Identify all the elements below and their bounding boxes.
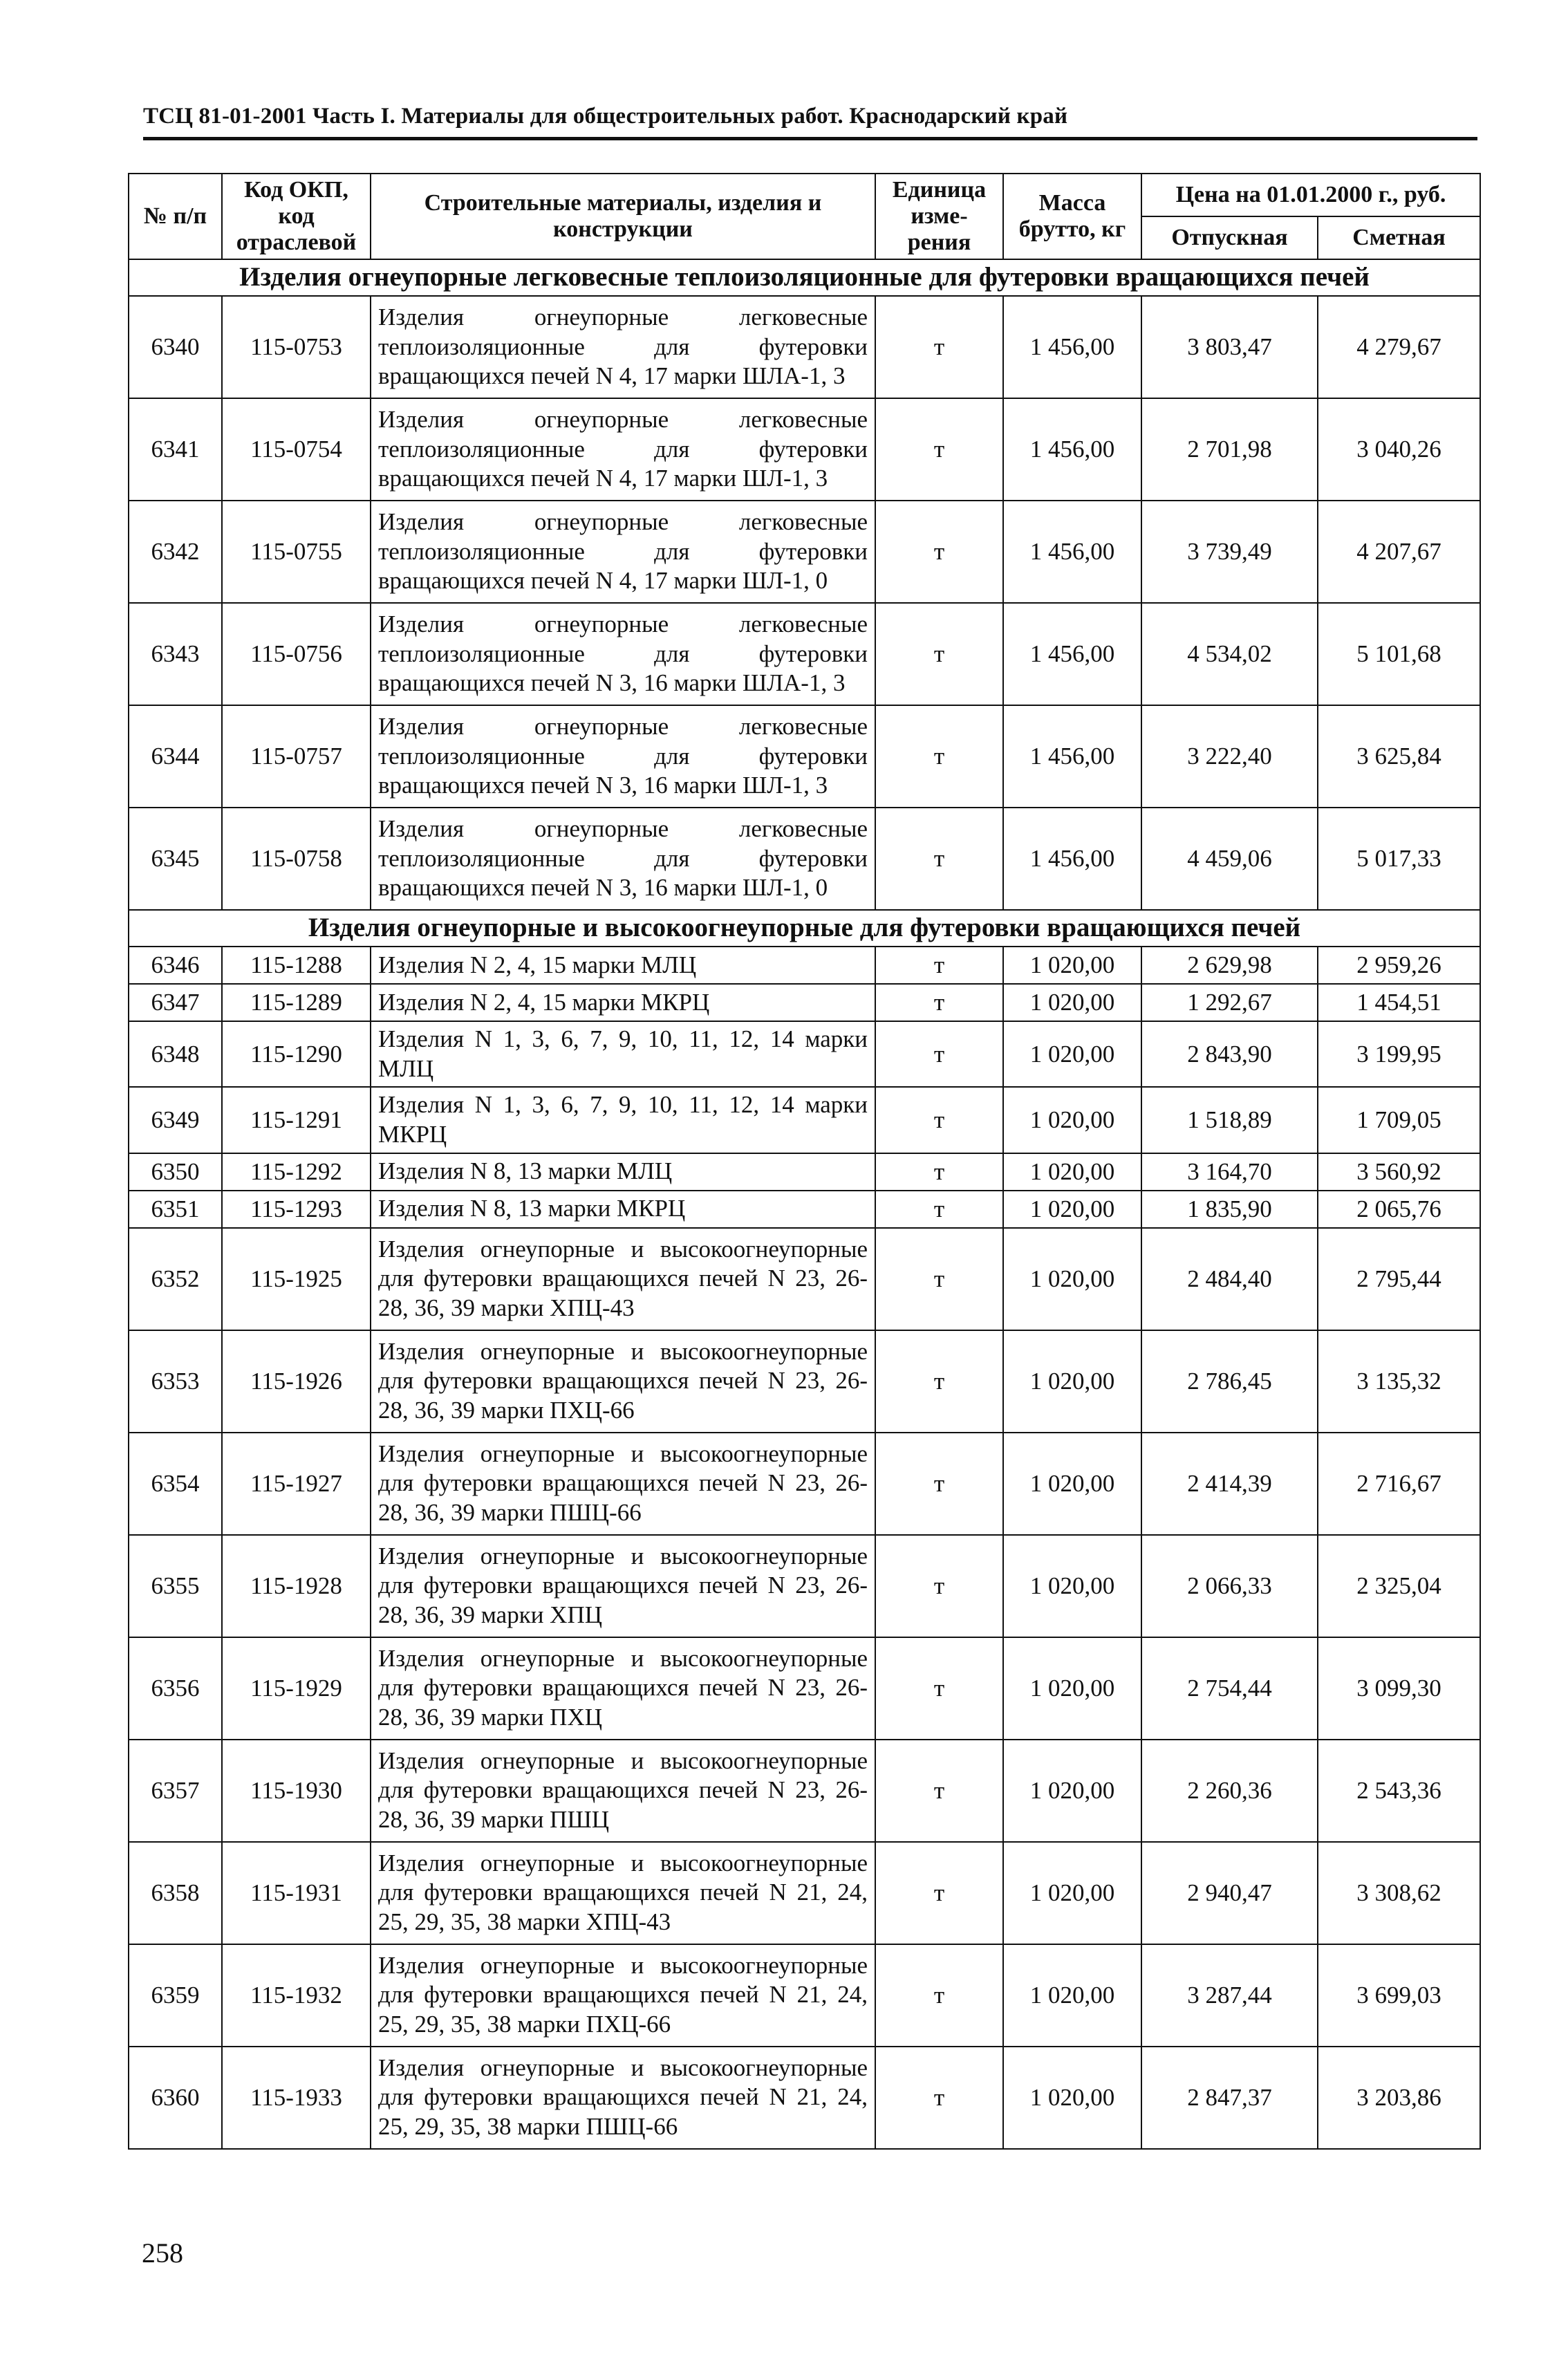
row-name: Изделия огнеупорные и высокоогнеупорные для футеровки вращающихся печей N 23, 26-28, 36, 39 марки ПХЦ (371, 1637, 875, 1740)
table-row (129, 501, 1480, 603)
row-price-release: 3 739,49 (1141, 501, 1318, 603)
row-code: 115-0753 (222, 296, 371, 398)
row-code: 115-1925 (222, 1228, 371, 1330)
row-code: 115-1930 (222, 1740, 371, 1842)
row-price-estimate: 2 325,04 (1318, 1535, 1480, 1637)
row-unit: т (875, 1740, 1003, 1842)
row-name: Изделия огнеупорные и высокоогнеупорные для футеровки вращающихся печей N 23, 26-28, 36, 39 марки ХПЦ (371, 1535, 875, 1637)
col-header-price-group: Цена на 01.01.2000 г., руб. (1141, 174, 1480, 216)
table-row (129, 1944, 1480, 2047)
row-price-release: 2 701,98 (1141, 398, 1318, 501)
row-num: 6348 (129, 1021, 222, 1087)
table-row (129, 398, 1480, 501)
row-unit: т (875, 1535, 1003, 1637)
row-code: 115-0754 (222, 398, 371, 501)
row-mass: 1 020,00 (1003, 1433, 1141, 1535)
row-code: 115-0755 (222, 501, 371, 603)
row-code: 115-0758 (222, 808, 371, 910)
row-name: Изделия огнеупорные и высокоогнеупорные для футеровки вращающихся печей N 23, 26-28, 36, 39 марки ПХЦ-66 (371, 1330, 875, 1433)
row-num: 6350 (129, 1153, 222, 1191)
table-row (129, 984, 1480, 1021)
page-number: 258 (142, 2237, 183, 2269)
table-header-row (129, 174, 1480, 216)
row-code: 115-1290 (222, 1021, 371, 1087)
row-name: Изделия огнеупорные и высокоогнеупорные для футеровки вращающихся печей N 21, 24, 25, 29, 35, 38 марки ХПЦ-43 (371, 1842, 875, 1944)
table-row (129, 1535, 1480, 1637)
row-price-estimate: 3 135,32 (1318, 1330, 1480, 1433)
row-price-release: 2 940,47 (1141, 1842, 1318, 1944)
row-price-estimate: 3 099,30 (1318, 1637, 1480, 1740)
row-name: Изделия огнеупорные и высокоогнеупорные для футеровки вращающихся печей N 21, 24, 25, 29, 35, 38 марки ПШЦ-66 (371, 2047, 875, 2149)
row-price-release: 2 843,90 (1141, 1021, 1318, 1087)
row-mass: 1 020,00 (1003, 1153, 1141, 1191)
col-header-price-estimate: Сметная (1318, 216, 1480, 259)
row-code: 115-1292 (222, 1153, 371, 1191)
row-code: 115-1929 (222, 1637, 371, 1740)
row-unit: т (875, 1153, 1003, 1191)
row-price-estimate: 4 207,67 (1318, 501, 1480, 603)
table-row (129, 808, 1480, 910)
row-mass: 1 456,00 (1003, 296, 1141, 398)
row-price-estimate: 3 040,26 (1318, 398, 1480, 501)
row-price-release: 2 414,39 (1141, 1433, 1318, 1535)
row-mass: 1 020,00 (1003, 1087, 1141, 1153)
row-name: Изделия огнеупорные и высокоогнеупорные для футеровки вращающихся печей N 23, 26-28, 36, 39 марки ХПЦ-43 (371, 1228, 875, 1330)
row-unit: т (875, 984, 1003, 1021)
price-table (128, 173, 1481, 2150)
row-num: 6352 (129, 1228, 222, 1330)
row-name: Изделия N 1, 3, 6, 7, 9, 10, 11, 12, 14 марки МКРЦ (371, 1087, 875, 1153)
row-code: 115-1928 (222, 1535, 371, 1637)
row-mass: 1 020,00 (1003, 1330, 1141, 1433)
row-mass: 1 020,00 (1003, 2047, 1141, 2149)
row-unit: т (875, 1944, 1003, 2047)
row-mass: 1 020,00 (1003, 1842, 1141, 1944)
row-price-estimate: 5 017,33 (1318, 808, 1480, 910)
row-price-release: 2 066,33 (1141, 1535, 1318, 1637)
table-row (129, 1637, 1480, 1740)
row-name: Изделия N 8, 13 марки МКРЦ (371, 1191, 875, 1228)
row-price-estimate: 3 560,92 (1318, 1153, 1480, 1191)
row-num: 6359 (129, 1944, 222, 2047)
row-price-release: 2 260,36 (1141, 1740, 1318, 1842)
row-price-estimate: 2 959,26 (1318, 947, 1480, 984)
row-price-release: 4 459,06 (1141, 808, 1318, 910)
table-row (129, 1021, 1480, 1087)
section-header-row (129, 259, 1480, 296)
row-price-estimate: 2 065,76 (1318, 1191, 1480, 1228)
row-unit: т (875, 808, 1003, 910)
row-num: 6358 (129, 1842, 222, 1944)
row-num: 6341 (129, 398, 222, 501)
row-price-release: 2 847,37 (1141, 2047, 1318, 2149)
page-header-title: ТСЦ 81-01-2001 Часть I. Материалы для общестроительных работ. Краснодарский край (143, 104, 1068, 129)
row-mass: 1 020,00 (1003, 947, 1141, 984)
row-unit: т (875, 1637, 1003, 1740)
table-body (129, 259, 1480, 2149)
row-unit: т (875, 501, 1003, 603)
row-price-estimate: 3 699,03 (1318, 1944, 1480, 2047)
row-name: Изделия огнеупорные и высокоогнеупорные для футеровки вращающихся печей N 23, 26-28, 36, 39 марки ПШЦ (371, 1740, 875, 1842)
col-header-code: Код ОКП, код отраслевой (222, 174, 371, 259)
section-header-row (129, 910, 1480, 947)
row-num: 6346 (129, 947, 222, 984)
row-price-release: 2 754,44 (1141, 1637, 1318, 1740)
row-mass: 1 456,00 (1003, 501, 1141, 603)
row-price-estimate: 2 795,44 (1318, 1228, 1480, 1330)
row-code: 115-1933 (222, 2047, 371, 2149)
row-price-release: 3 287,44 (1141, 1944, 1318, 2047)
row-mass: 1 456,00 (1003, 398, 1141, 501)
row-price-release: 1 518,89 (1141, 1087, 1318, 1153)
row-unit: т (875, 1330, 1003, 1433)
section-title: Изделия огнеупорные легковесные теплоизоляционные для футеровки вращающихся печей (129, 259, 1480, 296)
row-price-release: 4 534,02 (1141, 603, 1318, 705)
row-unit: т (875, 398, 1003, 501)
row-num: 6342 (129, 501, 222, 603)
row-code: 115-1289 (222, 984, 371, 1021)
row-name: Изделия огнеупорные и высокоогнеупорные для футеровки вращающихся печей N 23, 26-28, 36, 39 марки ПШЦ-66 (371, 1433, 875, 1535)
row-unit: т (875, 1021, 1003, 1087)
row-unit: т (875, 1842, 1003, 1944)
row-unit: т (875, 296, 1003, 398)
row-unit: т (875, 705, 1003, 808)
row-name: Изделия огнеупорные легковесные теплоизоляционные для футеровки вращающихся печей N 3, 16 марки ШЛА-1, 3 (371, 603, 875, 705)
row-mass: 1 020,00 (1003, 1637, 1141, 1740)
row-mass: 1 020,00 (1003, 1021, 1141, 1087)
table-row (129, 1740, 1480, 1842)
row-code: 115-1932 (222, 1944, 371, 2047)
row-name: Изделия N 8, 13 марки МЛЦ (371, 1153, 875, 1191)
table-row (129, 1330, 1480, 1433)
row-name: Изделия N 1, 3, 6, 7, 9, 10, 11, 12, 14 марки МЛЦ (371, 1021, 875, 1087)
table-row (129, 1191, 1480, 1228)
row-num: 6351 (129, 1191, 222, 1228)
row-num: 6345 (129, 808, 222, 910)
row-name: Изделия N 2, 4, 15 марки МКРЦ (371, 984, 875, 1021)
row-price-release: 3 803,47 (1141, 296, 1318, 398)
row-price-estimate: 2 543,36 (1318, 1740, 1480, 1842)
col-header-unit: Единица изме-рения (875, 174, 1003, 259)
col-header-name: Строительные материалы, изделия и конструкции (371, 174, 875, 259)
row-num: 6360 (129, 2047, 222, 2149)
row-mass: 1 456,00 (1003, 603, 1141, 705)
row-price-estimate: 3 199,95 (1318, 1021, 1480, 1087)
row-code: 115-1293 (222, 1191, 371, 1228)
row-unit: т (875, 947, 1003, 984)
row-price-release: 1 835,90 (1141, 1191, 1318, 1228)
header-rule (143, 137, 1477, 140)
row-price-estimate: 2 716,67 (1318, 1433, 1480, 1535)
row-num: 6355 (129, 1535, 222, 1637)
row-unit: т (875, 1087, 1003, 1153)
row-price-release: 1 292,67 (1141, 984, 1318, 1021)
row-price-estimate: 4 279,67 (1318, 296, 1480, 398)
table-row (129, 1087, 1480, 1153)
row-code: 115-1926 (222, 1330, 371, 1433)
row-unit: т (875, 1191, 1003, 1228)
row-unit: т (875, 1228, 1003, 1330)
row-name: Изделия огнеупорные легковесные теплоизоляционные для футеровки вращающихся печей N 3, 16 марки ШЛ-1, 3 (371, 705, 875, 808)
row-code: 115-0757 (222, 705, 371, 808)
row-code: 115-0756 (222, 603, 371, 705)
row-price-release: 3 222,40 (1141, 705, 1318, 808)
row-name: Изделия огнеупорные легковесные теплоизоляционные для футеровки вращающихся печей N 3, 16 марки ШЛ-1, 0 (371, 808, 875, 910)
table-row (129, 1842, 1480, 1944)
row-code: 115-1931 (222, 1842, 371, 1944)
row-num: 6356 (129, 1637, 222, 1740)
table-row (129, 705, 1480, 808)
row-num: 6347 (129, 984, 222, 1021)
row-mass: 1 020,00 (1003, 984, 1141, 1021)
row-name: Изделия огнеупорные легковесные теплоизоляционные для футеровки вращающихся печей N 4, 17 марки ШЛА-1, 3 (371, 296, 875, 398)
row-num: 6353 (129, 1330, 222, 1433)
row-price-estimate: 3 625,84 (1318, 705, 1480, 808)
row-price-estimate: 1 709,05 (1318, 1087, 1480, 1153)
row-price-estimate: 1 454,51 (1318, 984, 1480, 1021)
row-unit: т (875, 603, 1003, 705)
row-price-release: 2 484,40 (1141, 1228, 1318, 1330)
row-num: 6349 (129, 1087, 222, 1153)
row-price-estimate: 3 308,62 (1318, 1842, 1480, 1944)
row-unit: т (875, 2047, 1003, 2149)
row-code: 115-1291 (222, 1087, 371, 1153)
col-header-price-release: Отпускная (1141, 216, 1318, 259)
row-num: 6340 (129, 296, 222, 398)
row-name: Изделия N 2, 4, 15 марки МЛЦ (371, 947, 875, 984)
table-row (129, 947, 1480, 984)
table-row (129, 296, 1480, 398)
row-name: Изделия огнеупорные и высокоогнеупорные для футеровки вращающихся печей N 21, 24, 25, 29, 35, 38 марки ПХЦ-66 (371, 1944, 875, 2047)
row-name: Изделия огнеупорные легковесные теплоизоляционные для футеровки вращающихся печей N 4, 17 марки ШЛ-1, 3 (371, 398, 875, 501)
table-row (129, 603, 1480, 705)
row-num: 6343 (129, 603, 222, 705)
row-num: 6357 (129, 1740, 222, 1842)
table-row (129, 1433, 1480, 1535)
table-row (129, 1228, 1480, 1330)
row-mass: 1 020,00 (1003, 1740, 1141, 1842)
table-row (129, 1153, 1480, 1191)
row-code: 115-1288 (222, 947, 371, 984)
row-name: Изделия огнеупорные легковесные теплоизоляционные для футеровки вращающихся печей N 4, 17 марки ШЛ-1, 0 (371, 501, 875, 603)
row-mass: 1 020,00 (1003, 1944, 1141, 2047)
row-price-release: 2 629,98 (1141, 947, 1318, 984)
row-price-release: 2 786,45 (1141, 1330, 1318, 1433)
col-header-mass: Масса брутто, кг (1003, 174, 1141, 259)
row-num: 6344 (129, 705, 222, 808)
row-mass: 1 020,00 (1003, 1191, 1141, 1228)
row-mass: 1 020,00 (1003, 1535, 1141, 1637)
row-price-release: 3 164,70 (1141, 1153, 1318, 1191)
col-header-num: № п/п (129, 174, 222, 259)
table-row (129, 2047, 1480, 2149)
row-mass: 1 456,00 (1003, 808, 1141, 910)
row-mass: 1 456,00 (1003, 705, 1141, 808)
row-unit: т (875, 1433, 1003, 1535)
row-price-estimate: 3 203,86 (1318, 2047, 1480, 2149)
row-num: 6354 (129, 1433, 222, 1535)
section-title: Изделия огнеупорные и высокоогнеупорные для футеровки вращающихся печей (129, 910, 1480, 947)
row-price-estimate: 5 101,68 (1318, 603, 1480, 705)
row-code: 115-1927 (222, 1433, 371, 1535)
row-mass: 1 020,00 (1003, 1228, 1141, 1330)
